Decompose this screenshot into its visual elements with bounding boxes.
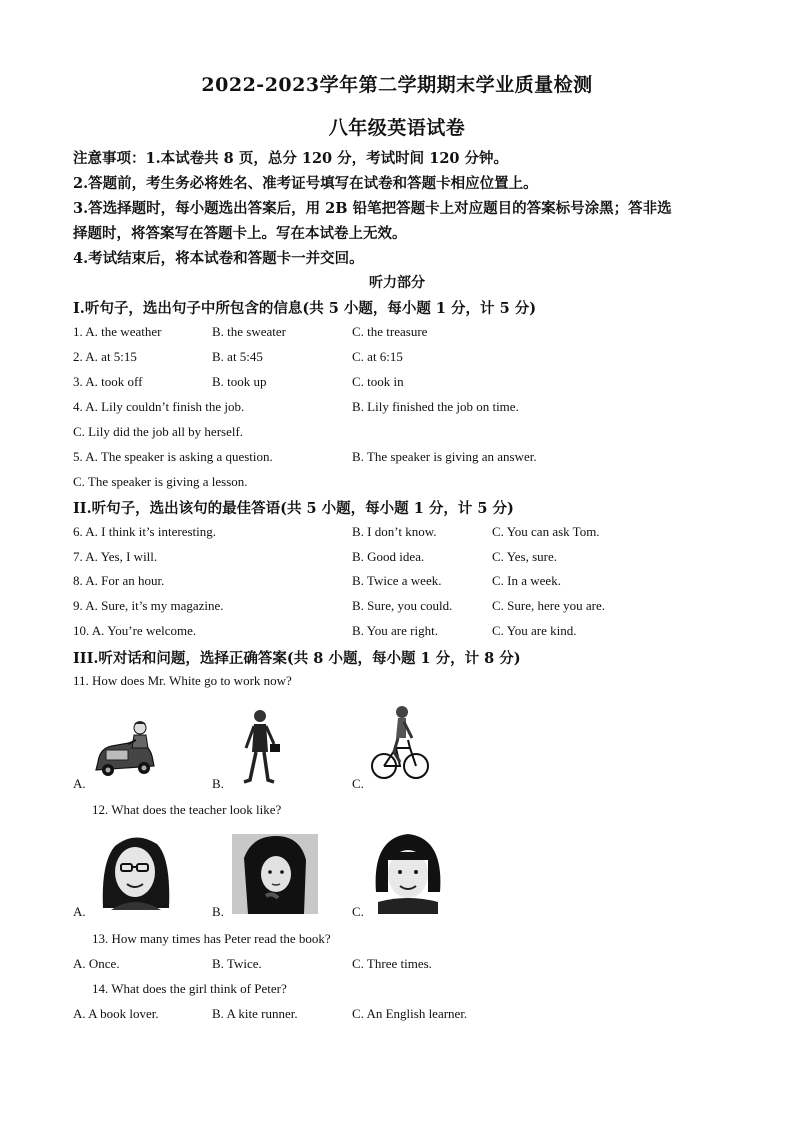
q8-option-c: C. In a week. <box>492 573 561 588</box>
q14-question: 14. What does the girl think of Peter? <box>92 981 287 996</box>
q10-option-c: C. You are kind. <box>492 623 577 638</box>
q1-option-a: 1. A. the weather <box>73 324 162 339</box>
q3-option-a: 3. A. took off <box>73 374 143 389</box>
q12-option-c: C. <box>352 904 364 919</box>
q3-option-c: C. took in <box>352 374 404 389</box>
car-driver-icon <box>92 718 158 780</box>
q14-option-a: A. A book lover. <box>73 1006 159 1021</box>
q6-option-c: C. You can ask Tom. <box>492 524 600 539</box>
q2-option-c: C. at 6:15 <box>352 349 403 364</box>
exam-subtitle: 八年级英语试卷 <box>328 117 466 139</box>
note-line-4: 择题时，将答案写在答题卡上。写在本试卷上无效。 <box>73 225 407 242</box>
woman-with-glasses-photo <box>95 832 177 910</box>
note-line-2: 2.答题前，考生务必将姓名、准考证号填写在试卷和答题卡相应位置上。 <box>73 175 538 192</box>
q6-option-b: B. I don’t know. <box>352 524 437 539</box>
q13-option-b: B. Twice. <box>212 956 262 971</box>
q2-option-a: 2. A. at 5:15 <box>73 349 137 364</box>
woman-short-hair-photo <box>370 830 446 914</box>
q6-option-a: 6. A. I think it’s interesting. <box>73 524 216 539</box>
q7-option-b: B. Good idea. <box>352 549 425 564</box>
q5-option-b: B. The speaker is giving an answer. <box>352 449 537 464</box>
q5-option-c: C. The speaker is giving a lesson. <box>73 474 248 489</box>
q14-option-b: B. A kite runner. <box>212 1006 298 1021</box>
section-1-heading: I.听句子，选出句子中所包含的信息(共 5 小题，每小题 1 分，计 5 分) <box>73 300 537 317</box>
q4-option-b: B. Lily finished the job on time. <box>352 399 519 414</box>
section-2-heading: II.听句子，选出该句的最佳答语(共 5 小题，每小题 1 分，计 5 分) <box>73 500 514 517</box>
q3-option-b: B. took up <box>212 374 267 389</box>
q7-option-a: 7. A. Yes, I will. <box>73 549 158 564</box>
q12-question: 12. What does the teacher look like? <box>92 802 282 817</box>
note-line-5: 4.考试结束后，将本试卷和答题卡一并交回。 <box>73 250 364 267</box>
q13-option-c: C. Three times. <box>352 956 432 971</box>
q10-option-b: B. You are right. <box>352 623 438 638</box>
q11-option-a: A. <box>73 776 86 791</box>
q12-option-b: B. <box>212 904 224 919</box>
q1-option-c: C. the treasure <box>352 324 428 339</box>
q9-option-c: C. Sure, here you are. <box>492 598 605 613</box>
q13-question: 13. How many times has Peter read the book? <box>92 931 331 946</box>
note-line-3: 3.答选择题时，每小题选出答案后，用 2B 铅笔把答题卡上对应题目的答案标号涂黑；答非选 <box>73 200 672 217</box>
cyclist-icon <box>370 704 430 782</box>
q7-option-c: C. Yes, sure. <box>492 549 558 564</box>
q12-option-a: A. <box>73 904 86 919</box>
q11-question: 11. How does Mr. White go to work now? <box>73 673 292 688</box>
q10-option-a: 10. A. You’re welcome. <box>73 623 197 638</box>
woman-long-hair-photo <box>232 834 318 914</box>
note-line-1: 注意事项：1.本试卷共 8 页，总分 120 分，考试时间 120 分钟。 <box>73 150 509 167</box>
q14-option-c: C. An English learner. <box>352 1006 468 1021</box>
q8-option-b: B. Twice a week. <box>352 573 442 588</box>
part-title: 听力部分 <box>369 275 425 291</box>
q4-option-a: 4. A. Lily couldn’t finish the job. <box>73 399 245 414</box>
q9-option-b: B. Sure, you could. <box>352 598 453 613</box>
q9-option-a: 9. A. Sure, it’s my magazine. <box>73 598 224 613</box>
q11-option-c: C. <box>352 776 364 791</box>
q5-option-a: 5. A. The speaker is asking a question. <box>73 449 273 464</box>
walking-man-icon <box>240 708 284 786</box>
section-3-heading: III.听对话和问题，选择正确答案(共 8 小题，每小题 1 分，计 8 分) <box>73 650 521 667</box>
q8-option-a: 8. A. For an hour. <box>73 573 165 588</box>
q1-option-b: B. the sweater <box>212 324 287 339</box>
exam-title: 2022-2023学年第二学期期末学业质量检测 <box>201 74 593 96</box>
q13-option-a: A. Once. <box>73 956 120 971</box>
q2-option-b: B. at 5:45 <box>212 349 263 364</box>
q4-option-c: C. Lily did the job all by herself. <box>73 424 244 439</box>
q11-option-b: B. <box>212 776 224 791</box>
